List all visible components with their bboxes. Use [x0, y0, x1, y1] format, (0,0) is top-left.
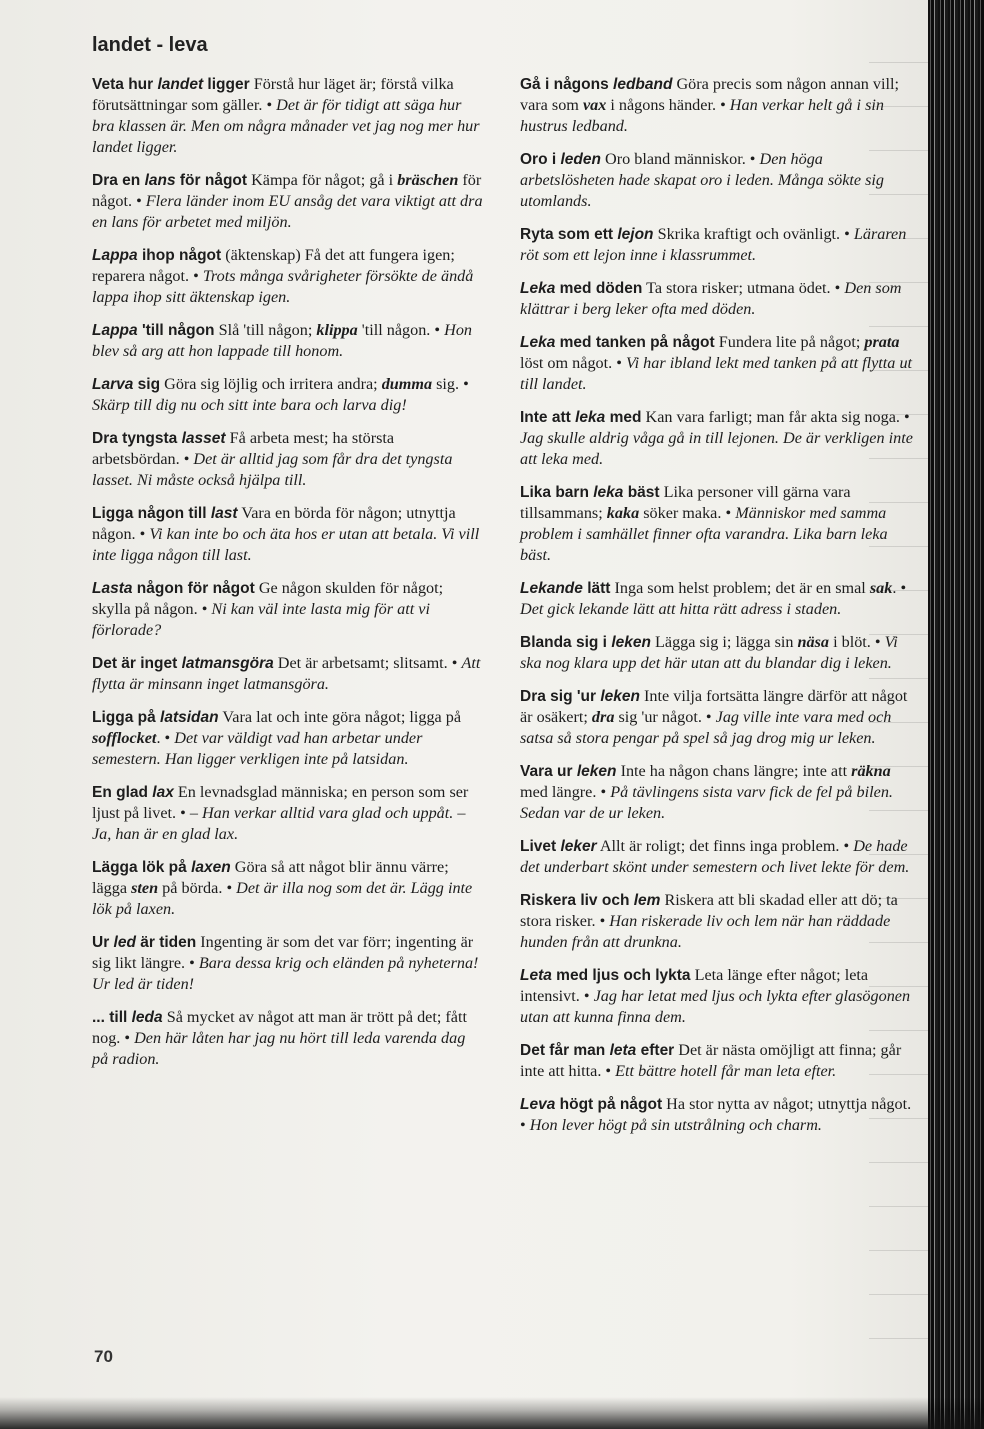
entry-headword: [92, 430, 226, 447]
entry-definition: [658, 225, 841, 243]
headword-keyword: Lappa: [92, 322, 138, 339]
entry-example: Vi kan inte bo och äta hos er utan att betala. Vi vill inte ligga någon till last.: [92, 525, 480, 564]
entry-headword: [92, 655, 274, 672]
entry-example: Jag har letat med ljus och lykta efter glasögonen utan att kunna finna dem.: [520, 987, 911, 1026]
book-spine-edge: [928, 0, 984, 1429]
entry-example: Han verkar helt gå i sin hustrus ledband.: [520, 96, 884, 135]
entry-example: Läraren röt som ett lejon inne i klassrummet.: [520, 225, 907, 264]
definition-text: Ingenting är som det var förr; ingenting är sig likt längre.: [92, 933, 474, 972]
entry-example: Jag skulle aldrig våga gå in till lejonen. De är verkligen inte att leka med.: [520, 429, 913, 468]
definition-text: löst om något.: [520, 354, 613, 372]
entry-example: Hon blev så arg att hon lappade till honom.: [92, 321, 473, 360]
definition-text: Leta länge efter något; leta intensivt.: [520, 966, 869, 1005]
entry-headword: [92, 376, 160, 393]
headword-text: ... till: [92, 1009, 132, 1026]
entry-example: På tävlingens sista varv fick de fel på bilen. Sedan var de ur leken.: [520, 783, 893, 822]
entry-example: Det är illa nog som det är. Lägg inte lök på laxen.: [92, 879, 473, 918]
headword-keyword: latmansgöra: [181, 655, 274, 672]
entry-headword: [520, 280, 642, 297]
headword-keyword: latsidan: [160, 709, 219, 726]
page-number: 70: [94, 1347, 113, 1366]
definition-text: Vara en börda för någon; utnyttja någon.: [92, 504, 456, 543]
definition-text: Ta stora risker; utmana ödet.: [646, 279, 831, 297]
headword-keyword: leda: [131, 1009, 163, 1026]
entry-headword: [92, 859, 231, 876]
left-column: [92, 74, 484, 1082]
entry-example: Bara dessa krig och eländen på nyheterna! Ur led är tiden!: [92, 954, 479, 993]
headword-text: Det är inget: [92, 655, 182, 672]
definition-text: Göra precis som någon annan vill; vara som: [520, 75, 900, 114]
dictionary-entry: Ligga på latsidan Vara lat och inte göra något; ligga på sofflocket. • Det var väldigt vad han arbetar under semestern. Han ligger verkligen inte på latsidan.: [92, 708, 462, 768]
definition-text: Riskera att bli skadad eller att dö; ta stora risker.: [520, 891, 898, 930]
dictionary-entry: Lappa ihop något (äktenskap) Få det att fungera igen; reparera något. • Trots många svårigheter försökte de ändå lappa ihop sitt äktenskap igen.: [92, 246, 474, 306]
headword-keyword: Leka: [520, 334, 556, 351]
entry-headword: [520, 1042, 674, 1059]
entry-example: – Han verkar alltid vara glad och uppåt. – Ja, han är en glad lax.: [92, 804, 466, 843]
entry-headword: [520, 634, 651, 651]
dictionary-entry: Leta med ljus och lykta Leta länge efter något; leta intensivt. • Jag har letat med ljus och lykta efter glasögonen utan att kunna finna dem.: [520, 966, 911, 1026]
entry-headword: [92, 784, 174, 801]
headword-text: Lägga lök på: [92, 859, 192, 876]
headword-text: efter: [636, 1042, 675, 1059]
synonym-keyword: sofflocket: [92, 729, 157, 747]
definition-text: sig.: [432, 375, 460, 393]
headword-text: 'till någon: [137, 322, 215, 339]
definition-text: på börda.: [158, 879, 223, 897]
definition-text: En levnadsglad människa; en person som ser ljust på livet.: [92, 783, 469, 822]
entry-example: Människor med samma problem i samhället finner ofta varandra. Lika barn leka bäst.: [520, 504, 888, 564]
definition-text: Göra så att något blir ännu värre; lägga: [92, 858, 449, 897]
entry-example: Det är alltid jag som får dra det tyngsta lasset. Ni måste också hjälpa till.: [92, 450, 453, 489]
entry-example: Hon lever högt på sin utstrålning och charm.: [529, 1116, 822, 1134]
headword-text: lätt: [582, 580, 611, 597]
synonym-keyword: näsa: [797, 633, 830, 651]
entry-headword: [520, 334, 715, 351]
entry-definition: [666, 1095, 911, 1113]
headword-text: En glad: [92, 784, 153, 801]
synonym-keyword: bräschen: [397, 171, 459, 189]
headword-keyword: leka: [575, 409, 606, 426]
running-head: landet - leva: [92, 34, 208, 56]
entry-example: Skärp till dig nu och sitt inte bara och larva dig!: [92, 396, 407, 414]
entry-definition: [605, 150, 746, 168]
dictionary-entry: Lappa 'till någon Slå 'till någon; klippa 'till någon. • Hon blev så arg att hon lappade till honom.: [92, 321, 473, 360]
definition-text: Ge någon skulden för något; skylla på någon.: [92, 579, 444, 618]
entry-definition: [646, 279, 831, 297]
definition-text: Vara lat och inte göra något; ligga på: [222, 708, 462, 726]
entry-example: Att flytta är minsann inget latmansgöra.: [92, 654, 481, 693]
entry-example: Han riskerade liv och lem när han räddade hunden från att drunkna.: [520, 912, 891, 951]
entry-example: Ni kan väl inte lasta mig för att vi förlorade?: [92, 600, 430, 639]
entry-headword: [92, 76, 250, 93]
entry-example: Vi ska nog klara upp det här utan att du blandar dig i leken.: [520, 633, 898, 672]
headword-text: är tiden: [135, 934, 197, 951]
entry-example: Den höga arbetslösheten hade skapat oro i leden. Många sökte sig utomlands.: [520, 150, 885, 210]
entry-headword: [92, 505, 238, 522]
dictionary-entry: Riskera liv och lem Riskera att bli skadad eller att dö; ta stora risker. • Han riskerade liv och lem när han räddade hunden från att drunkna.: [520, 891, 898, 951]
headword-keyword: lans: [144, 172, 176, 189]
entry-example: Flera länder inom EU ansåg det vara viktigt att dra en lans för arbetet med miljön.: [92, 192, 483, 231]
dictionary-entry: Dra sig 'ur leken Inte vilja fortsätta längre därför att något är osäkert; dra sig 'ur något. • Jag ville inte vara med och satsa så stora pengar på spel så jag drog mig ur leken.: [520, 687, 908, 747]
definition-text: Fundera lite på något;: [718, 333, 865, 351]
headword-keyword: Lasta: [92, 580, 133, 597]
headword-keyword: Lappa: [92, 247, 138, 264]
headword-text: Ryta som ett: [520, 226, 618, 243]
definition-text: Skrika kraftigt och ovänligt.: [657, 225, 841, 243]
entry-headword: [520, 226, 654, 243]
definition-text: söker maka.: [639, 504, 722, 522]
definition-text: för något.: [92, 171, 482, 210]
dictionary-entry: Vara ur leken Inte ha någon chans längre; inte att räkna med längre. • På tävlingens sista varv fick de fel på bilen. Sedan var de ur leken.: [520, 762, 893, 822]
dictionary-entry: Lägga lök på laxen Göra så att något blir ännu värre; lägga sten på börda. • Det är illa nog som det är. Lägg inte lök på laxen.: [92, 858, 473, 918]
definition-text: sig 'ur något.: [614, 708, 702, 726]
entry-definition: [219, 321, 431, 339]
definition-text: 'till någon.: [357, 321, 431, 339]
definition-text: Kan vara farligt; man får akta sig noga.: [645, 408, 900, 426]
dictionary-entry: Lika barn leka bäst Lika personer vill gärna vara tillsammans; kaka söker maka. • Människor med samma problem i samhället finner ofta varandra. Lika barn leka bäst.: [520, 483, 888, 564]
entry-headword: [92, 247, 221, 264]
definition-text: Lägga sig i; lägga sin: [655, 633, 798, 651]
entry-headword: [92, 709, 219, 726]
entry-definition: [278, 654, 448, 672]
definition-text: Allt är roligt; det finns inga problem.: [599, 837, 840, 855]
entry-example: Jag ville inte vara med och satsa så stora pengar på spel så jag drog mig ur leken.: [520, 708, 892, 747]
entry-headword: [520, 838, 597, 855]
dictionary-entry: Gå i någons ledband Göra precis som någon annan vill; vara som vax i någons händer. • Han verkar helt gå i sin hustrus ledband.: [520, 75, 900, 135]
synonym-keyword: klippa: [316, 321, 358, 339]
headword-text: med döden: [555, 280, 643, 297]
scan-shadow: [0, 1397, 984, 1429]
definition-text: .: [156, 729, 161, 747]
definition-text: Så mycket av något att man är trött på det; fått nog.: [92, 1008, 467, 1047]
entry-example: Det är för tidigt att säga hur bra klassen är. Men om några månader vet jag nog mer hur landet ligger.: [92, 96, 480, 156]
headword-text: Inte att: [520, 409, 576, 426]
entry-definition: [655, 633, 871, 651]
headword-keyword: lax: [152, 784, 174, 801]
entry-headword: [520, 892, 660, 909]
entry-headword: [520, 763, 617, 780]
definition-text: Det är nästa omöjligt att finna; går inte att hitta.: [520, 1041, 902, 1080]
entry-headword: [520, 151, 601, 168]
headword-text: Riskera liv och: [520, 892, 634, 909]
dictionary-entry: Ligga någon till last Vara en börda för någon; utnyttja någon. • Vi kan inte bo och äta hos er utan att betala. Vi vill inte ligga någon till last.: [92, 504, 480, 564]
dictionary-entry: Oro i leden Oro bland människor. • Den höga arbetslösheten hade skapat oro i leden. Många sökte sig utomlands.: [520, 150, 885, 210]
headword-keyword: laxen: [191, 859, 231, 876]
entry-example: Vi har ibland lekt med tanken på att flytta ut till landet.: [520, 354, 913, 393]
headword-text: ihop något: [137, 247, 222, 264]
definition-text: Förstå hur läget är; förstå vilka förutsättningar som gäller.: [92, 75, 454, 114]
entry-definition: [615, 579, 897, 597]
entry-headword: [92, 580, 255, 597]
entry-example: De hade det underbart skönt under semestern och livet lekte för dem.: [520, 837, 910, 876]
headword-text: ligger: [203, 76, 250, 93]
headword-keyword: lejon: [617, 226, 654, 243]
headword-text: Dra tyngsta: [92, 430, 182, 447]
definition-text: Kämpa för något; gå i: [251, 171, 398, 189]
definition-text: Inte ha någon chans längre; inte att: [620, 762, 852, 780]
right-column: [520, 74, 916, 1148]
headword-text: Ligga på: [92, 709, 161, 726]
dictionary-entry: Livet leker Allt är roligt; det finns inga problem. • De hade det underbart skönt under semestern och livet lekte för dem.: [520, 837, 910, 876]
dictionary-entry: Det är inget latmansgöra Det är arbetsamt; slitsamt. • Att flytta är minsann inget latmansgöra.: [92, 654, 481, 693]
headword-text: Vara ur: [520, 763, 577, 780]
entry-example: Det gick lekande lätt att hitta rätt adress i staden.: [520, 600, 842, 618]
entry-example: Det var väldigt vad han arbetar under semestern. Han ligger verkligen inte på latsidan.: [92, 729, 423, 768]
entry-headword: [92, 322, 215, 339]
entry-example: Den som klättrar i berg leker ofta med döden.: [520, 279, 902, 318]
entry-definition: [646, 408, 900, 426]
synonym-keyword: vax: [582, 96, 607, 114]
headword-keyword: lem: [633, 892, 661, 909]
synonym-keyword: räkna: [851, 762, 891, 780]
headword-text: Dra en: [92, 172, 145, 189]
entry-headword: [92, 934, 196, 951]
headword-text: Veta hur: [92, 76, 158, 93]
dictionary-entry: Lekande lätt Inga som helst problem; det är en smal sak. • Det gick lekande lätt att hitta rätt adress i staden.: [520, 579, 907, 618]
headword-text: Dra sig 'ur: [520, 688, 601, 705]
synonym-keyword: dra: [591, 708, 615, 726]
headword-text: Ligga någon till: [92, 505, 211, 522]
headword-text: med: [605, 409, 642, 426]
definition-text: Ha stor nytta av något; utnyttja något.: [666, 1095, 912, 1113]
entry-headword: [520, 967, 691, 984]
headword-text: Lika barn: [520, 484, 594, 501]
definition-text: Inte vilja fortsätta längre därför att något är osäkert;: [520, 687, 908, 726]
entry-example: Den här låten har jag nu hört till leda varenda dag på radion.: [92, 1029, 466, 1068]
synonym-keyword: prata: [864, 333, 900, 351]
synonym-keyword: sten: [131, 879, 159, 897]
dictionary-entry: Inte att leka med Kan vara farligt; man får akta sig noga. • Jag skulle aldrig våga gå in till lejonen. De är verkligen inte att leka med.: [520, 408, 913, 468]
headword-keyword: leken: [611, 634, 651, 651]
headword-text: Oro i: [520, 151, 561, 168]
dictionary-entry: Ryta som ett lejon Skrika kraftigt och ovänligt. • Läraren röt som ett lejon inne i klassrummet.: [520, 225, 907, 264]
headword-keyword: Leka: [520, 280, 556, 297]
headword-text: någon för något: [132, 580, 255, 597]
headword-keyword: leta: [609, 1042, 637, 1059]
definition-text: Få arbeta mest; ha största arbetsbördan.: [92, 429, 395, 468]
dictionary-entry: Veta hur landet ligger Förstå hur läget är; förstå vilka förutsättningar som gäller. • Det är för tidigt att säga hur bra klassen är. Men om några månader vet jag nog mer hur landet ligger.: [92, 75, 480, 156]
dictionary-entry: Ur led är tiden Ingenting är som det var förr; ingenting är sig likt längre. • Bara dessa krig och eländen på nyheterna! Ur led är tiden!: [92, 933, 479, 993]
entry-definition: [600, 837, 840, 855]
headword-keyword: leka: [593, 484, 624, 501]
headword-keyword: leden: [560, 151, 601, 168]
headword-text: Ur: [92, 934, 114, 951]
dictionary-entry: Dra tyngsta lasset Få arbeta mest; ha största arbetsbördan. • Det är alltid jag som får dra det tyngsta lasset. Ni måste också hjälpa till.: [92, 429, 453, 489]
definition-text: Oro bland människor.: [605, 150, 746, 168]
headword-text: högt på något: [555, 1096, 663, 1113]
headword-keyword: last: [210, 505, 238, 522]
entry-example: Ett bättre hotell får man leta efter.: [615, 1062, 837, 1080]
definition-text: i någons händer.: [606, 96, 717, 114]
dictionary-entry: Blanda sig i leken Lägga sig i; lägga sin näsa i blöt. • Vi ska nog klara upp det här utan att du blandar dig i leken.: [520, 633, 898, 672]
entry-headword: [92, 1009, 163, 1026]
headword-text: Gå i någons: [520, 76, 614, 93]
headword-keyword: Lekande: [520, 580, 583, 597]
headword-text: sig: [133, 376, 161, 393]
headword-keyword: leken: [600, 688, 640, 705]
headword-keyword: Larva: [92, 376, 134, 393]
headword-text: med ljus och lykta: [551, 967, 691, 984]
headword-keyword: led: [113, 934, 136, 951]
headword-text: för något: [175, 172, 248, 189]
dictionary-entry: Lasta någon för något Ge någon skulden för något; skylla på någon. • Ni kan väl inte lasta mig för att vi förlorade?: [92, 579, 444, 639]
definition-text: Det är arbetsamt; slitsamt.: [277, 654, 448, 672]
definition-text: Slå 'till någon;: [218, 321, 317, 339]
dictionary-entry: Leka med tanken på något Fundera lite på något; prata löst om något. • Vi har ibland lekt med tanken på att flytta ut till landet.: [520, 333, 913, 393]
headword-keyword: ledband: [613, 76, 673, 93]
entry-headword: [520, 580, 610, 597]
definition-text: Göra sig löjlig och irritera andra;: [164, 375, 382, 393]
dictionary-entry: ... till leda Så mycket av något att man är trött på det; fått nog. • Den här låten har jag nu hört till leda varenda dag på radion.: [92, 1008, 467, 1068]
entry-headword: [92, 172, 247, 189]
headword-text: bäst: [623, 484, 660, 501]
dictionary-entry: Leva högt på något Ha stor nytta av något; utnyttja något. • Hon lever högt på sin utstrålning och charm.: [520, 1095, 912, 1134]
headword-keyword: landet: [157, 76, 204, 93]
entry-headword: [520, 409, 641, 426]
dictionary-entry: Dra en lans för något Kämpa för något; gå i bräschen för något. • Flera länder inom EU ansåg det vara viktigt att dra en lans för arbetet med miljön.: [92, 171, 483, 231]
definition-text: .: [892, 579, 897, 597]
dictionary-entry: En glad lax En levnadsglad människa; en person som ser ljust på livet. • – Han verkar alltid vara glad och uppåt. – Ja, han är en glad lax.: [92, 783, 469, 843]
entry-headword: [520, 76, 672, 93]
definition-text: Lika personer vill gärna vara tillsammans;: [520, 483, 851, 522]
dictionary-entry: Det får man leta efter Det är nästa omöjligt att finna; går inte att hitta. • Ett bättre hotell får man leta efter.: [520, 1041, 902, 1080]
headword-keyword: leken: [576, 763, 617, 780]
synonym-keyword: dumma: [381, 375, 433, 393]
entry-headword: [520, 688, 640, 705]
synonym-keyword: kaka: [606, 504, 640, 522]
headword-text: Blanda sig i: [520, 634, 612, 651]
headword-keyword: lasset: [181, 430, 226, 447]
headword-text: Det får man: [520, 1042, 610, 1059]
synonym-keyword: sak: [869, 579, 893, 597]
dictionary-entry: Larva sig Göra sig löjlig och irritera andra; dumma sig. • Skärp till dig nu och sitt inte bara och larva dig!: [92, 375, 469, 414]
entry-definition: [164, 375, 459, 393]
dictionary-entry: Leka med döden Ta stora risker; utmana ödet. • Den som klättrar i berg leker ofta med döden.: [520, 279, 902, 318]
headword-keyword: Leva: [520, 1096, 556, 1113]
definition-text: (äktenskap) Få det att fungera igen; reparera något.: [92, 246, 455, 285]
headword-text: med tanken på något: [555, 334, 715, 351]
definition-text: i blöt.: [829, 633, 871, 651]
entry-example: Trots många svårigheter försökte de ändå lappa ihop sitt äktenskap igen.: [92, 267, 474, 306]
entry-headword: [520, 1096, 662, 1113]
headword-keyword: leker: [560, 838, 597, 855]
headword-keyword: Leta: [520, 967, 552, 984]
headword-text: Livet: [520, 838, 561, 855]
entry-headword: [520, 484, 660, 501]
definition-text: Inga som helst problem; det är en smal: [614, 579, 870, 597]
definition-text: med längre.: [520, 783, 597, 801]
